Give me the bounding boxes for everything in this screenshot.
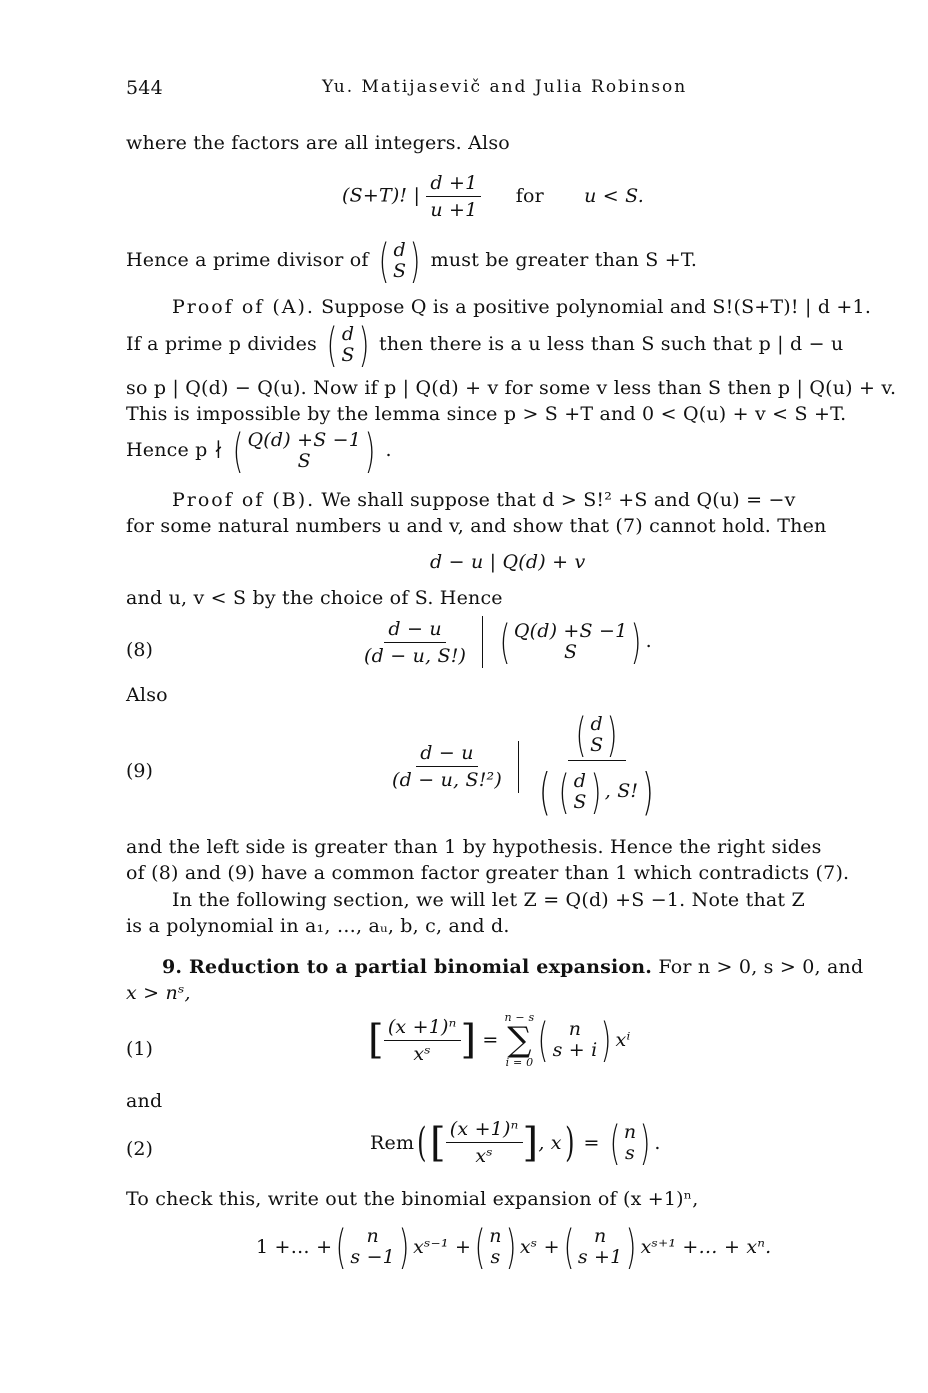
binomial: ( d S ) <box>326 318 370 372</box>
eq9-right-num <box>568 708 626 762</box>
binom-top: d <box>341 323 355 346</box>
eq9-right-fraction <box>531 708 662 821</box>
binom-bottom: s <box>490 1246 501 1268</box>
binomial: ( Q(d) +S −1 S ) <box>232 424 376 478</box>
proof-a-line <box>126 318 844 372</box>
eq1-num: (x +1)ⁿ <box>384 1016 461 1041</box>
eq9-left-fraction <box>388 742 506 791</box>
binom-top: Q(d) +S −1 <box>247 429 362 452</box>
page-number: 544 <box>126 77 163 99</box>
binom-bottom: S <box>393 260 407 282</box>
eq1-den: xˢ <box>413 1042 431 1065</box>
eq-a-den: u +1 <box>430 199 478 221</box>
divides-bar <box>518 741 519 793</box>
eq9-den-tail: , S! <box>604 780 639 802</box>
section-title: 9. Reduction to a partial binomial expansion. <box>162 956 653 978</box>
equation-b: d − u | Q(d) + v <box>430 551 586 573</box>
proof-b-line <box>172 489 796 511</box>
proof-a-line <box>172 296 871 318</box>
eq8-fraction <box>360 618 470 667</box>
eq9-den: (d − u, S!²) <box>392 769 502 791</box>
eq8-num: d − u <box>384 618 445 643</box>
exp-part: 1 +… + <box>256 1236 333 1258</box>
eq1-equals: = <box>482 1029 499 1051</box>
equation-1: [ $\frac{\text{(x +1)ⁿ}}{\text{xˢ}}$ ] = n − s ∑ i = 0 ( n s + i ) xⁱ <box>368 1011 631 1069</box>
text-line: In the following section, we will let Z = Q(d) +S −1. Note that Z <box>172 889 805 911</box>
equation-number-2: (2) <box>126 1138 153 1160</box>
eq1-tail: xⁱ <box>615 1029 631 1051</box>
divides-bar <box>482 616 483 668</box>
running-title: Yu. Matijasevič and Julia Robinson <box>322 77 688 97</box>
sum-lower: i = 0 <box>505 1056 534 1069</box>
text-line: where the factors are all integers. Also <box>126 132 510 154</box>
binom-bottom: s +1 <box>577 1246 623 1268</box>
eq-a-cond: u < S. <box>584 184 644 207</box>
binom-top: Q(d) +S −1 <box>513 620 628 643</box>
equation-number-8: (8) <box>126 639 153 661</box>
binom-bottom: S <box>590 734 604 756</box>
binomial: ( n s + i ) <box>538 1013 612 1067</box>
text-line: and u, v < S by the choice of S. Hence <box>126 587 503 609</box>
eq2-fraction <box>446 1118 523 1167</box>
binomial: ( n s +1 ) <box>563 1220 637 1274</box>
text-line <box>126 234 698 288</box>
text: must be greater than S +T. <box>430 249 698 271</box>
eq2-equals: = <box>583 1131 600 1154</box>
text: Hence a prime divisor of <box>126 249 369 271</box>
proof-b-label: Proof of (B). <box>172 489 316 511</box>
exp-part: xˢ + <box>519 1236 560 1258</box>
text-line: To check this, write out the binomial expansion of (x +1)ⁿ, <box>126 1188 699 1210</box>
text-line: is a polynomial in a₁, …, aᵤ, b, c, and d. <box>126 915 510 937</box>
text-line: of (8) and (9) have a common factor greater than 1 which contradicts (7). <box>126 862 850 884</box>
proof-b-line: for some natural numbers u and v, and show that (7) cannot hold. Then <box>126 515 827 537</box>
text-line: x > nˢ, <box>126 982 191 1004</box>
section-heading-line <box>162 956 863 978</box>
binom-top: n <box>366 1225 379 1248</box>
text: For n > 0, s > 0, and <box>658 956 864 978</box>
eq-a-num: d +1 <box>426 172 481 197</box>
binom-bottom: s <box>625 1141 635 1164</box>
binom-top: n <box>568 1018 582 1041</box>
text: . <box>385 439 392 461</box>
binom-bottom: S <box>573 791 587 813</box>
expansion-equation <box>256 1220 772 1274</box>
text: We shall suppose that d > S!² +S and Q(u) = −v <box>321 489 796 511</box>
eq2-rem: Rem <box>370 1131 415 1154</box>
binom-bottom: S <box>564 641 578 663</box>
text-line: Also <box>126 684 168 706</box>
text-line: and <box>126 1090 163 1112</box>
sum-upper: n − s <box>504 1011 535 1024</box>
binomial: ( Q(d) +S −1 S ) <box>499 615 642 669</box>
binom-top: d <box>393 239 406 262</box>
proof-a-label: Proof of (A). <box>172 296 315 318</box>
eq-a-fraction <box>426 172 481 221</box>
eq8-den: (d − u, S!) <box>364 644 467 667</box>
equation-2: Rem ( [ $\frac{\text{(x +1)ⁿ}}{\text{xˢ}}$ ] , x ) = ( n s ) . <box>370 1115 661 1170</box>
equation-9 <box>388 708 662 821</box>
binomial: ( d S ) <box>378 234 421 288</box>
text: If a prime p divides <box>126 333 317 355</box>
eq1-fraction <box>384 1016 461 1065</box>
equation-number-9: (9) <box>126 760 153 782</box>
summation <box>504 1012 534 1068</box>
eq2-mid: , x <box>538 1131 562 1154</box>
binomial: ( n s ) <box>474 1220 517 1274</box>
binomial: ( d S ) <box>575 708 618 762</box>
binom-top: n <box>593 1225 607 1248</box>
eq2-num: (x +1)ⁿ <box>446 1118 523 1143</box>
text-line: and the left side is greater than 1 by hypothesis. Hence the right sides <box>126 836 822 858</box>
binom-bottom: s −1 <box>350 1246 395 1268</box>
eq9-right-den: ( ( d S ) , S!) <box>539 763 655 821</box>
binomial: ( d S ) <box>558 765 602 819</box>
exp-part: xˢ⁺¹ +… + xⁿ. <box>640 1236 772 1258</box>
equation-8: $\frac{d - u}{(d - u, S!)}$ ( Q(d) +S −1 S ) . <box>360 616 652 668</box>
binomial: ( n s −1 ) <box>335 1220 410 1274</box>
exp-part: xˢ⁻¹ + <box>413 1236 472 1258</box>
text: then there is a u less than S such that p | d − u <box>379 333 844 355</box>
binom-bottom: S <box>341 344 355 366</box>
proof-a-line <box>126 424 392 478</box>
text: Hence p ∤ <box>126 439 224 461</box>
eq9-num: d − u <box>416 742 477 767</box>
eq-a-left: (S+T)! | <box>342 184 421 207</box>
equation-number-1: (1) <box>126 1038 153 1060</box>
binom-bottom: S <box>297 450 311 472</box>
binom-top: n <box>489 1225 502 1248</box>
binom-top: d <box>590 713 603 736</box>
eq-a-for: for <box>515 184 544 207</box>
text: Suppose Q is a positive polynomial and S!(S+T)! | d +1. <box>321 296 872 318</box>
binom-top: d <box>573 770 587 793</box>
binom-top: n <box>623 1120 637 1143</box>
binomial: ( n s ) <box>609 1115 651 1170</box>
proof-a-line: This is impossible by the lemma since p > S +T and 0 < Q(u) + v < S +T. <box>126 403 847 425</box>
binom-bottom: s + i <box>552 1039 598 1061</box>
equation-a <box>342 172 644 221</box>
proof-a-line: so p | Q(d) − Q(u). Now if p | Q(d) + v for some v less than S then p | Q(u) + v. <box>126 377 897 399</box>
eq2-den: xˢ <box>475 1145 493 1167</box>
sigma-icon: ∑ <box>507 1020 532 1060</box>
